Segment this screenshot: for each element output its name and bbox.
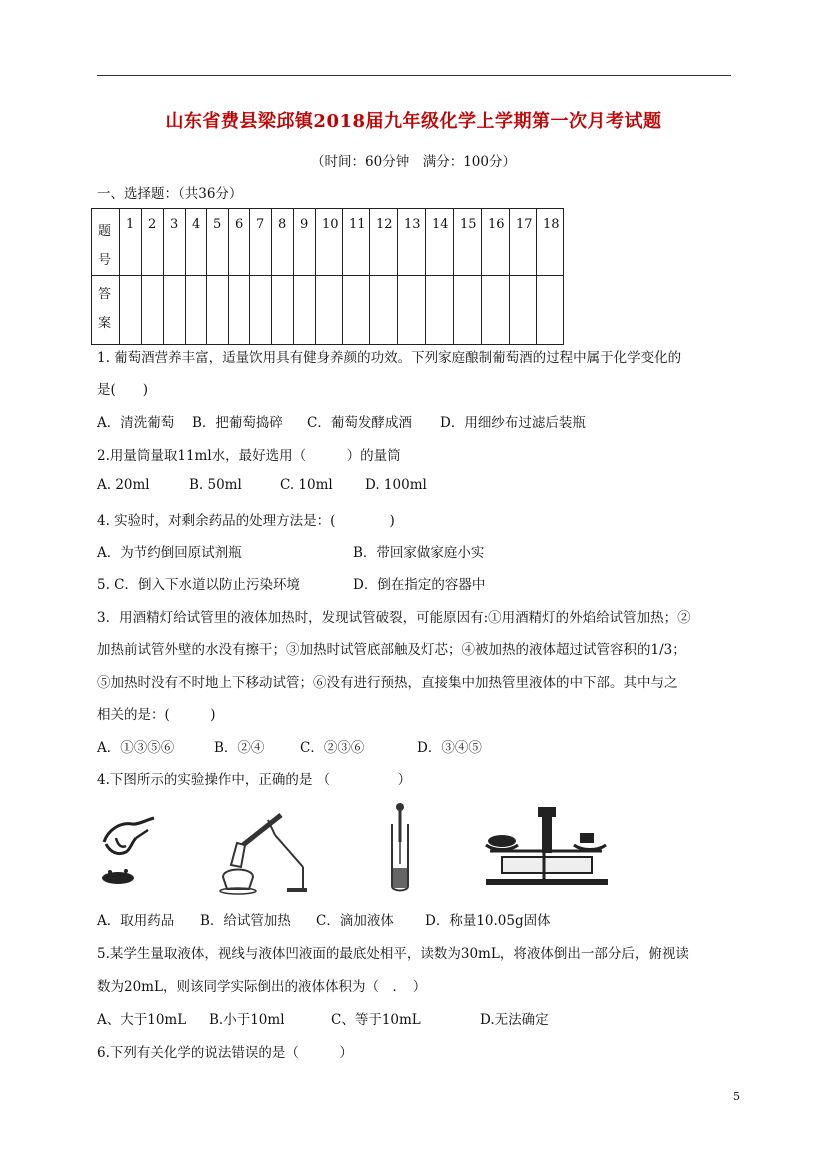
dropper-adding-liquid-icon — [385, 802, 415, 894]
option-b: B. 50ml — [189, 477, 242, 493]
lab-operation-figures — [0, 800, 827, 895]
table-cell: 13 — [398, 209, 426, 276]
answer-cell — [316, 276, 343, 345]
table-cell: 4 — [186, 209, 207, 276]
answer-cell — [343, 276, 370, 345]
option-c: C．滴加液体 — [316, 913, 394, 929]
answer-cell — [207, 276, 229, 345]
question-6-stem: 6.下列有关化学的说法错误的是（ ） — [97, 1045, 353, 1061]
answer-cell — [186, 276, 207, 345]
answer-cell — [250, 276, 272, 345]
table-cell: 7 — [250, 209, 272, 276]
option-d: D．倒在指定的容器中 — [353, 577, 486, 593]
question-1-stem: 1. 葡萄酒营养丰富，适量饮用具有健身养颜的功效。下列家庭酿制葡萄酒的过程中属于化学变化的 — [97, 350, 682, 366]
question-3-stem-cont: 相关的是：( ) — [97, 707, 216, 723]
option-c: C．②③⑥ — [300, 740, 365, 756]
option-a: A、大于10mL — [97, 1012, 187, 1028]
question-2-stem: 2.用量筒量取11ml水，最好选用（ ）的量筒 — [97, 448, 401, 464]
table-cell: 3 — [164, 209, 186, 276]
balance-weighing-icon — [480, 805, 612, 893]
page-title: 山东省费县梁邱镇2018届九年级化学上学期第一次月考试题 — [165, 111, 662, 132]
question-3-stem-cont: 加热前试管外壁的水没有擦干；③加热时试管底部触及灯芯；④被加热的液体超过试管容积的1/3； — [97, 642, 686, 658]
option-a: A．清洗葡萄 — [97, 415, 175, 431]
table-cell: 8 — [272, 209, 294, 276]
answer-table — [91, 208, 564, 345]
table-cell: 1 — [120, 209, 142, 276]
option-a: A．取用药品 — [97, 913, 175, 929]
table-cell: 18 — [537, 209, 564, 276]
option-a: A．①③⑤⑥ — [97, 740, 175, 756]
answer-cell — [482, 276, 510, 345]
question-3-stem-cont: ⑤加热时没有不时地上下移动试管；⑥没有进行预热，直接集中加热管里液体的中下部。其中与之 — [97, 675, 678, 691]
table-cell: 14 — [426, 209, 454, 276]
table-cell: 16 — [482, 209, 510, 276]
option-c: C. 10ml — [280, 477, 333, 493]
question-3-stem: 3．用酒精灯给试管里的液体加热时，发现试管破裂，可能原因有:①用酒精灯的外焰给试管加热；② — [97, 610, 691, 626]
answer-table-number-row — [92, 209, 564, 276]
table-cell: 12 — [370, 209, 398, 276]
answer-cell — [164, 276, 186, 345]
answer-cell — [510, 276, 537, 345]
answer-cell — [426, 276, 454, 345]
exam-time-score: （时间：60分钟 满分：100分） — [311, 154, 516, 170]
table-cell: 2 — [142, 209, 164, 276]
question-4a-stem: 4. 实验时，对剩余药品的处理方法是：( ) — [97, 513, 395, 529]
option-c: 5. C．倒入下水道以防止污染环境 — [97, 577, 301, 593]
option-c: C．葡萄发酵成酒 — [307, 415, 412, 431]
answer-cell — [229, 276, 250, 345]
option-a: A．为节约倒回原试剂瓶 — [97, 545, 242, 561]
option-d: D．③④⑤ — [417, 740, 482, 756]
option-d: D．用细纱布过滤后装瓶 — [440, 415, 586, 431]
option-b: B．把葡萄捣碎 — [192, 415, 283, 431]
section-heading: 一、选择题：（共36分） — [97, 186, 243, 202]
page-number: 5 — [733, 1090, 740, 1103]
option-d: D．称量10.05g固体 — [425, 913, 551, 929]
test-tube-heating-icon — [213, 805, 308, 895]
option-b: B．②④ — [214, 740, 265, 756]
table-cell: 9 — [294, 209, 316, 276]
answer-cell — [398, 276, 426, 345]
option-d: D.无法确定 — [480, 1012, 549, 1028]
option-b: B．带回家做家庭小实 — [353, 545, 485, 561]
option-d: D. 100ml — [365, 477, 427, 493]
header-rule — [97, 75, 731, 76]
option-b: B．给试管加热 — [200, 913, 291, 929]
table-cell: 5 — [207, 209, 229, 276]
question-4b-stem: 4.下图所示的实验操作中，正确的是 （ ） — [97, 772, 412, 788]
table-cell: 15 — [454, 209, 482, 276]
option-b: B.小于10ml — [209, 1012, 285, 1028]
taking-reagent-icon — [96, 812, 162, 890]
answer-cell — [120, 276, 142, 345]
answer-table-answer-row — [92, 276, 564, 345]
option-c: C、等于10mL — [331, 1012, 421, 1028]
answer-cell — [272, 276, 294, 345]
question-5-stem: 5.某学生量取液体，视线与液体凹液面的最底处相平，读数为30mL，将液体倒出一部分后，俯视读 — [97, 946, 689, 962]
answer-cell — [454, 276, 482, 345]
answer-cell — [370, 276, 398, 345]
table-row-label: 题 号 — [92, 209, 120, 276]
answer-cell — [537, 276, 564, 345]
answer-cell — [142, 276, 164, 345]
table-row-label: 答 案 — [92, 276, 120, 345]
table-cell: 10 — [316, 209, 343, 276]
answer-cell — [294, 276, 316, 345]
table-cell: 11 — [343, 209, 370, 276]
option-a: A. 20ml — [97, 477, 150, 493]
question-1-stem-cont: 是( ) — [97, 382, 149, 398]
question-5-stem-cont: 数为20mL，则该同学实际倒出的液体体积为（ ． ） — [97, 979, 427, 995]
table-cell: 17 — [510, 209, 537, 276]
table-cell: 6 — [229, 209, 250, 276]
